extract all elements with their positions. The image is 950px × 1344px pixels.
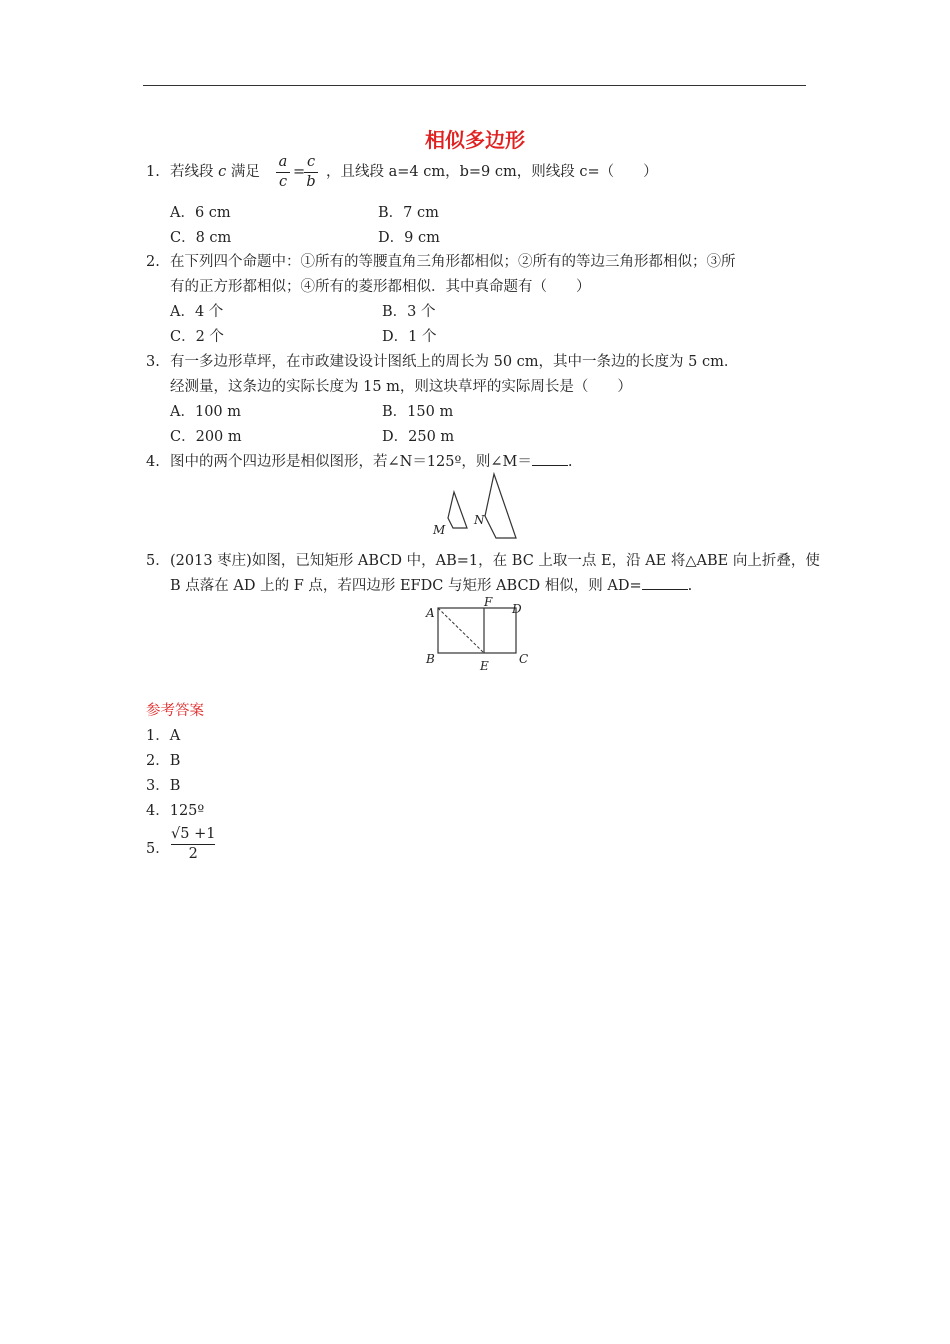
q1-mid: 满足 [230,164,260,180]
q1-var-c: c [218,164,227,180]
rectangle-abcd [438,608,516,653]
q1-option-d: D．9 cm [378,230,440,246]
q1-option-c: C．8 cm [170,230,232,246]
label-m: M [433,523,446,537]
q1-fraction-c-over-b [304,154,318,191]
q2-number: 2. [146,254,160,270]
quadrilateral-m [448,492,467,528]
q1-equals: = [293,164,306,180]
fraction-bar [171,844,215,845]
header-rule [143,85,806,86]
q4-end: . [567,454,573,470]
q2-line1: 在下列四个命题中：①所有的等腰直角三角形都相似；②所有的等边三角形都相似；③所 [170,254,736,270]
q5-line1: (2013 枣庄)如图，已知矩形 ABCD 中，AB=1，在 BC 上取一点 E，沿 AE 将△ABE 向上折叠，使 [170,553,820,569]
label-a: A [426,606,435,620]
label-b: B [426,652,435,666]
q5-number: 5． [146,553,170,569]
q2-option-d: D．1 个 [382,329,437,345]
q1-post: ，且线段 a=4 cm，b=9 cm，则线段 c=（ ） [326,164,658,180]
q1-frac1-denominator: c [278,174,288,190]
answer-5-numerator: √5 +1 [171,826,216,842]
q2-option-b: B．3 个 [382,304,436,320]
label-e: E [480,659,489,673]
answer-1: 1．A [146,728,181,744]
q4-answer-blank [532,453,568,466]
q1-pre: 若线段 [170,164,214,180]
answers-heading: 参考答案 [146,703,204,719]
q4-text [170,453,572,471]
label-d: D [512,602,522,616]
q4-number: 4. [146,454,160,470]
answer-5-number: 5． [146,841,170,857]
q3-line1: 有一多边形草坪，在市政建设设计图纸上的周长为 50 cm，其中一条边的长度为 5 cm． [170,354,739,370]
answer-5-denominator: 2 [188,846,198,862]
q3-option-b: B．150 m [382,404,454,420]
label-n: N [474,513,485,527]
q3-option-d: D．250 m [382,429,455,445]
q5-line2-wrap [170,577,692,595]
q1-frac2-numerator: c [306,154,316,170]
fraction-bar [304,172,318,173]
q3-option-a: A．100 m [170,404,242,420]
answer-4: 4．125º [146,803,205,819]
q3-line2: 经测量，这条边的实际长度为 15 m，则这块草坪的实际周长是（ ） [170,379,632,395]
q2-option-c: C．2 个 [170,329,224,345]
q3-option-c: C．200 m [170,429,242,445]
q3-number: 3. [146,354,160,370]
q2-option-a: A．4 个 [170,304,224,320]
q1-frac2-denominator: b [306,174,316,190]
q2-line2: 有的正方形都相似；④所有的菱形都相似．其中真命题有（ ） [170,279,591,295]
q5-line2: B 点落在 AD 上的 F 点，若四边形 EFDC 与矩形 ABCD 相似，则 AD= [170,578,642,594]
fold-line-ae [438,608,484,653]
q1-option-a: A．6 cm [170,205,231,221]
q1-fraction-a-over-c [276,154,290,191]
q5-end: . [687,578,693,594]
q4-stem: 图中的两个四边形是相似图形，若∠N＝125º，则∠M＝ [170,454,532,470]
q5-rectangle-fold-figure [420,597,530,673]
q1-stem [170,163,260,181]
answer-3: 3．B [146,778,181,794]
q1-frac1-numerator: a [278,154,288,170]
label-f: F [484,597,493,609]
q5-answer-blank [642,577,688,590]
fraction-bar [276,172,290,173]
quadrilateral-n [485,474,516,538]
q4-similar-quadrilaterals-figure [428,472,522,544]
answer-2: 2．B [146,753,181,769]
q1-option-b: B．7 cm [378,205,439,221]
label-c: C [519,652,529,666]
q1-number: 1. [146,164,160,180]
page-title: 相似多边形 [425,128,525,152]
answer-5-fraction [171,826,215,863]
